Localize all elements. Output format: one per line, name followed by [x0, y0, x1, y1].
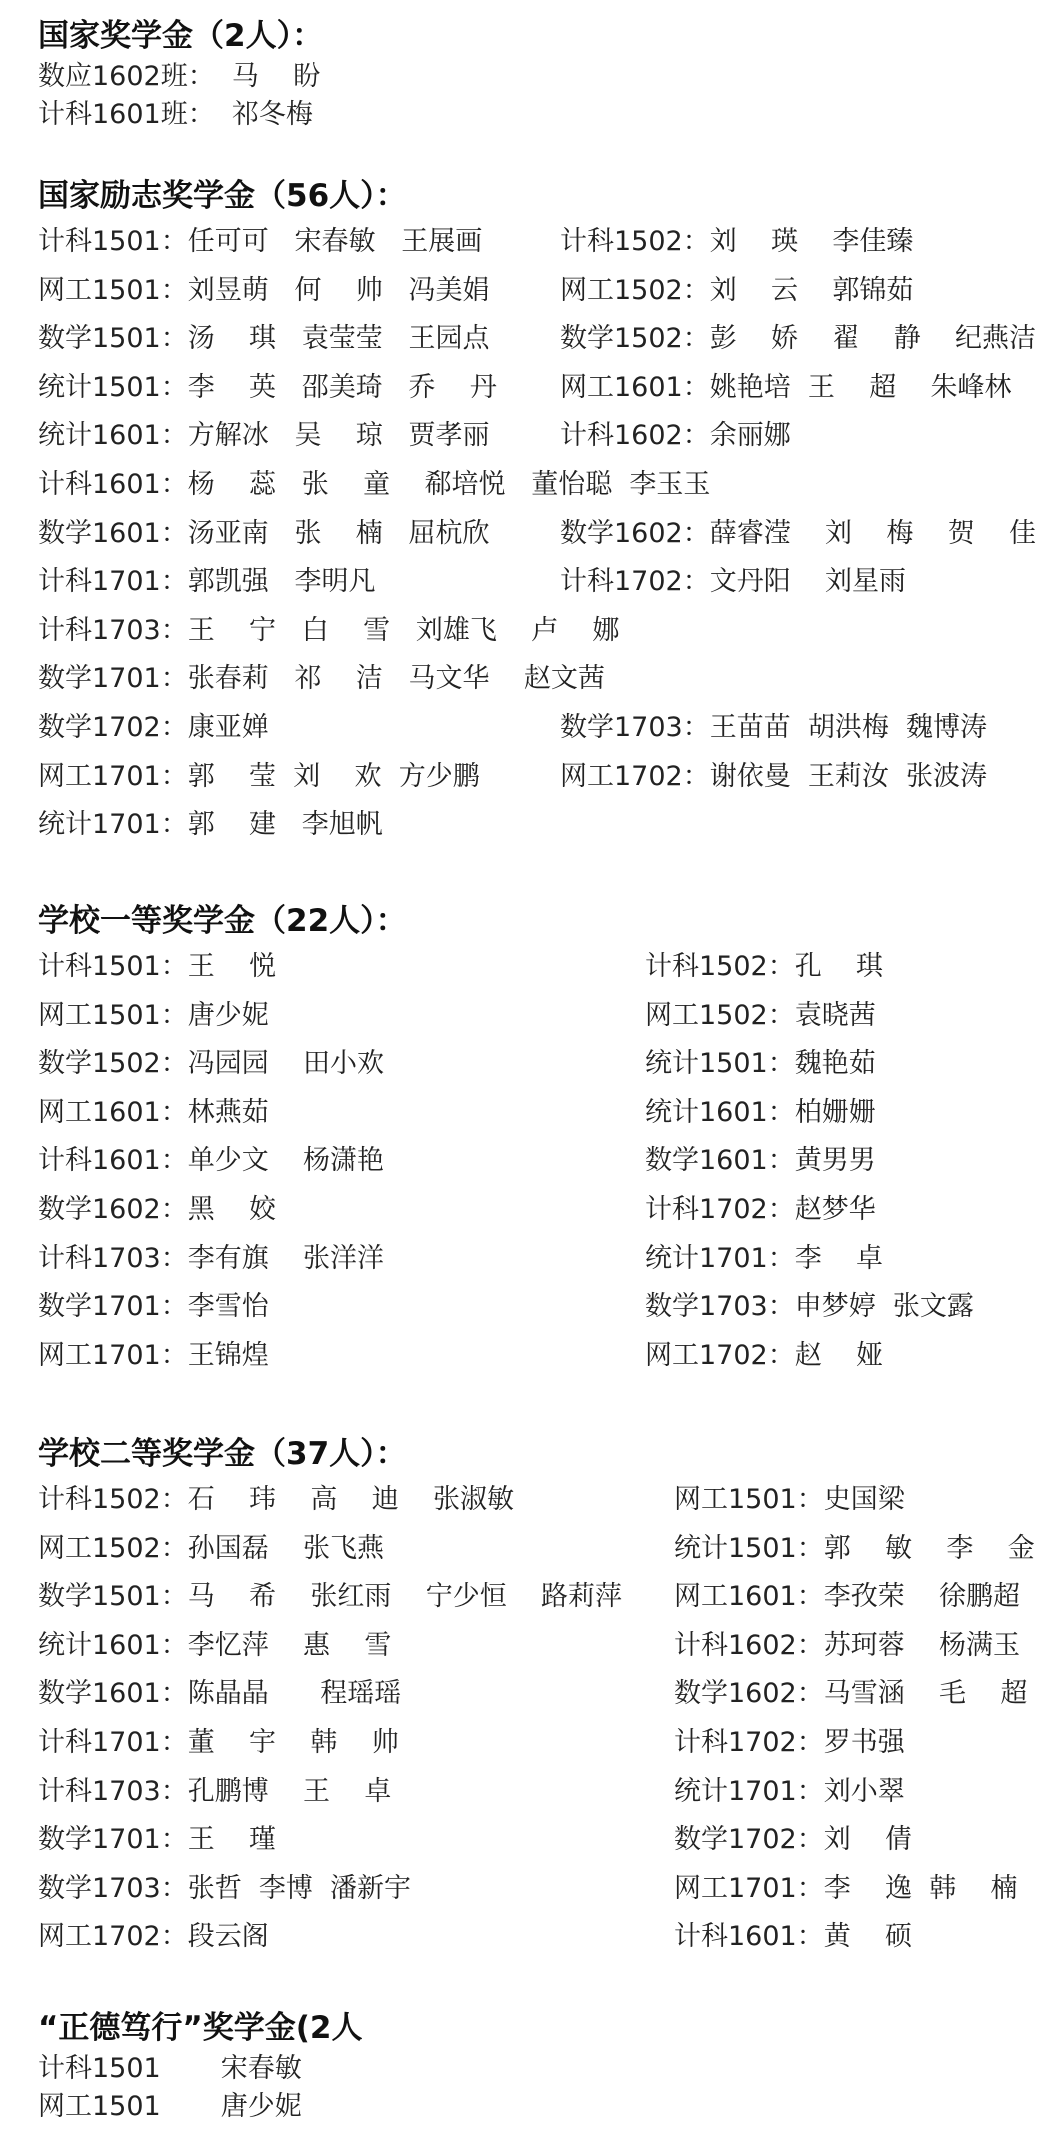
- award-row: [38, 1573, 1038, 1622]
- section-heading: “正德笃行”奖学金(2人: [38, 2010, 363, 2046]
- award-row: [38, 1235, 1038, 1284]
- award-row: [38, 704, 1038, 753]
- award-entry-left: 数学1703：张哲 李博 潘新宇: [38, 1872, 412, 1904]
- award-entry-right: 计科1702：罗书强: [674, 1726, 905, 1758]
- award-entry-left: 数学1501：马 希 张红雨 宁少恒 路莉萍: [38, 1581, 623, 1613]
- award-entry-right: 网工1502：袁晓茜: [645, 999, 876, 1031]
- section-heading: 国家励志奖学金（56人）：: [38, 178, 407, 214]
- section-national-scholarship: [38, 14, 1038, 134]
- award-entry-left: 数学1602：黑 姣: [38, 1193, 277, 1225]
- award-entry-right: 网工1502：刘 云 郭锦茹: [560, 274, 914, 306]
- award-entry-left: 计科1601：杨 蕊 张 童 郗培悦 董怡聪 李玉玉: [38, 468, 711, 500]
- award-row: [38, 1768, 1038, 1817]
- award-entry-right: 数学1703：王苗苗 胡洪梅 魏博涛: [560, 711, 988, 743]
- award-entry-right: 计科1602：苏珂蓉 杨满玉: [674, 1629, 1021, 1661]
- award-row: [38, 1525, 1038, 1574]
- award-entry-right: 计科1702：文丹阳 刘星雨: [560, 566, 907, 598]
- award-entry-right: 网工1601：姚艳培 王 超 朱峰林: [560, 371, 1012, 403]
- award-entry-left: 计科1701：董 宇 韩 帅: [38, 1726, 399, 1758]
- section-zhengde-scholarship: [38, 2006, 1038, 2126]
- award-entry-left: 计科1501：任可可 宋春敏 王展画: [38, 226, 483, 257]
- award-entry-left: 计科1703：孔鹏博 王 卓: [38, 1775, 392, 1807]
- award-entry-left: 数学1701：王 瑾: [38, 1824, 277, 1856]
- award-entry-left: 网工1502：孙国磊 张飞燕: [38, 1532, 385, 1564]
- award-row: [38, 607, 1038, 656]
- award-row: [38, 1913, 1038, 1962]
- award-row: [38, 943, 1038, 992]
- award-entry-right: 网工1701：李 逸 韩 楠: [674, 1872, 1018, 1904]
- section-national-encouragement-scholarship: [38, 174, 1038, 850]
- award-row: [38, 1865, 1038, 1914]
- award-row: [38, 1816, 1038, 1865]
- award-row: [38, 1283, 1038, 1332]
- award-entry-right: 网工1601：李孜荣 徐鹏超: [674, 1581, 1021, 1613]
- award-row: [38, 364, 1038, 413]
- award-line: 计科1601班： 祁冬梅: [38, 99, 313, 130]
- section-heading: 国家奖学金（2人）：: [38, 18, 324, 54]
- award-row: [38, 510, 1038, 559]
- award-row: [38, 461, 1038, 510]
- award-entry-left: 数学1502：冯园园 田小欢: [38, 1048, 385, 1080]
- award-row: [38, 1670, 1038, 1719]
- award-entry-left: 数学1601：汤亚南 张 楠 屈杭欣: [38, 517, 490, 549]
- award-row: [38, 992, 1038, 1041]
- award-entry-left: 数学1601：陈晶晶 程瑶瑶: [38, 1678, 402, 1710]
- section-heading: 学校一等奖学金（22人）：: [38, 903, 407, 939]
- award-entry-left: 计科1501：王 悦: [38, 951, 277, 982]
- award-entry-right: 统计1501：魏艳茹: [645, 1048, 876, 1080]
- award-row: [38, 558, 1038, 607]
- award-entry-left: 网工1501：刘昱萌 何 帅 冯美娟: [38, 274, 490, 306]
- award-row: [38, 218, 1038, 267]
- award-row: [38, 1186, 1038, 1235]
- award-entry-left: 统计1601：方解冰 吴 琼 贾孝丽: [38, 420, 490, 452]
- award-row: [38, 1040, 1038, 1089]
- award-entry-right: 统计1701：刘小翠: [674, 1775, 905, 1807]
- award-entry-left: 数学1701：李雪怡: [38, 1291, 269, 1323]
- award-entry-right: 数学1502：彭 娇 翟 静 纪燕洁: [560, 323, 1037, 355]
- award-entry-right: 网工1702：谢依曼 王莉汝 张波涛: [560, 760, 988, 792]
- award-entry-right: 数学1702：刘 倩: [674, 1824, 913, 1856]
- award-entry-right: 数学1601：黄男男: [645, 1145, 876, 1177]
- award-row: [38, 1622, 1038, 1671]
- award-row: [38, 1476, 1038, 1525]
- award-entry-right: 数学1602：马雪涵 毛 超: [674, 1678, 1028, 1710]
- award-entry-right: 统计1701：李 卓: [645, 1242, 884, 1274]
- award-row: [38, 753, 1038, 802]
- award-entry-left: 网工1702：段云阁: [38, 1921, 269, 1953]
- award-row: [38, 1332, 1038, 1381]
- section-first-class-scholarship: [38, 899, 1038, 1380]
- award-row: [38, 267, 1038, 316]
- award-row: [38, 1719, 1038, 1768]
- award-entry-left: 计科1701：郭凯强 李明凡: [38, 566, 376, 598]
- award-entry-left: 统计1601：李忆萍 惠 雪: [38, 1629, 392, 1661]
- award-entry-left: 计科1502：石 玮 高 迪 张淑敏: [38, 1484, 515, 1515]
- award-entry-right: 计科1601：黄 硕: [674, 1921, 913, 1953]
- award-row: [38, 1137, 1038, 1186]
- award-entry-left: 数学1501：汤 琪 袁莹莹 王园点: [38, 323, 490, 355]
- award-entry-right: 计科1602：余丽娜: [560, 420, 791, 452]
- award-entry-left: 数学1702：康亚婵: [38, 711, 269, 743]
- award-entry-right: 数学1602：薛睿滢 刘 梅 贺 佳: [560, 517, 1037, 549]
- award-entry-right: 数学1703：申梦婷 张文露: [645, 1291, 974, 1323]
- award-row: [38, 801, 1038, 850]
- award-entry-left: 数学1701：张春莉 祁 洁 马文华 赵文茜: [38, 663, 605, 695]
- award-row: [38, 1089, 1038, 1138]
- award-entry-right: 统计1601：柏姗姗: [645, 1096, 876, 1128]
- award-entry-left: 网工1501：唐少妮: [38, 999, 269, 1031]
- award-line: 网工1501 唐少妮: [38, 2091, 302, 2122]
- award-line: 数应1602班： 马 盼: [38, 61, 321, 92]
- award-entry-right: 网工1702：赵 娅: [645, 1339, 884, 1371]
- award-entry-left: 计科1703：王 宁 白 雪 刘雄飞 卢 娜: [38, 614, 620, 646]
- section-second-class-scholarship: [38, 1432, 1038, 1962]
- award-row: [38, 315, 1038, 364]
- award-entry-right: 计科1702：赵梦华: [645, 1193, 876, 1225]
- award-entry-left: 网工1701：郭 莹 刘 欢 方少鹏: [38, 760, 480, 792]
- award-entry-left: 统计1701：郭 建 李旭帆: [38, 809, 383, 841]
- award-line: 计科1501 宋春敏: [38, 2053, 302, 2084]
- section-heading: 学校二等奖学金（37人）：: [38, 1436, 407, 1472]
- award-entry-right: 网工1501：史国梁: [674, 1484, 905, 1515]
- award-row: [38, 412, 1038, 461]
- award-entry-right: 计科1502：孔 琪: [645, 951, 884, 982]
- award-entry-left: 网工1601：林燕茹: [38, 1096, 269, 1128]
- award-entry-left: 网工1701：王锦煌: [38, 1339, 269, 1371]
- award-entry-right: 统计1501：郭 敏 李 金: [674, 1532, 1035, 1564]
- award-entry-left: 计科1703：李有旗 张洋洋: [38, 1242, 385, 1274]
- award-entry-left: 统计1501：李 英 邵美琦 乔 丹: [38, 371, 497, 403]
- award-entry-left: 计科1601：单少文 杨潇艳: [38, 1145, 385, 1177]
- award-entry-right: 计科1502：刘 瑛 李佳臻: [560, 226, 914, 257]
- award-row: [38, 655, 1038, 704]
